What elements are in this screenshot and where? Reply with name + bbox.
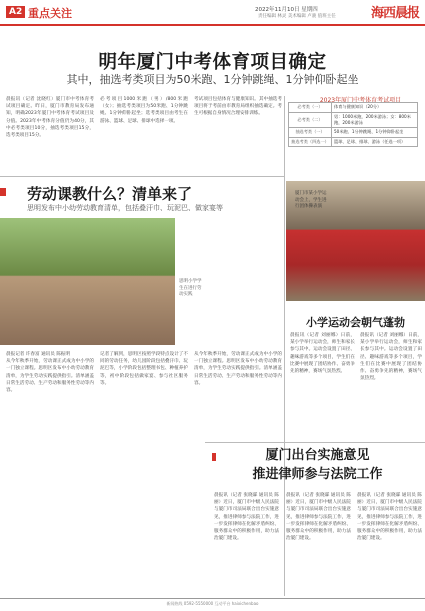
table-cell: 篮球、足球、排球、游泳（任选一项） <box>332 137 418 147</box>
labor-body-1: 从今年秋季开始，劳动课正式成为中小学的一门独立课程。思明区发布中小幼劳动教育清单，为学生劳动实践提供指引。清单涵盖日常生活劳动、生产劳动和服务性劳动等内容。 <box>6 359 94 394</box>
issue-date: 2022年11月10日 星期四 <box>255 7 318 13</box>
table-cell: 体育与健康知识（20分） <box>332 103 418 113</box>
table-cell: 50米跑、1分钟跳绳、1分钟仰卧起坐 <box>332 128 418 138</box>
page-number: A2 <box>6 6 25 18</box>
section-title: 重点关注 <box>28 7 72 20</box>
divider <box>0 176 284 177</box>
labor-column-2: 记者了解到，思明区按照学段特点设计了不同的劳动任务，幼儿园阶段包括叠汗巾、玩泥巴等，小学阶段包括整理书包、种植养护等，初中阶段包括做家宴、参与社区服务等。 <box>100 352 188 386</box>
labor-column-3: 从今年秋季开始，劳动课正式成为中小学的一门独立课程。思明区发布中小幼劳动教育清单，为学生劳动实践提供指引。清单涵盖日常生活劳动、生产劳动和服务性劳动等内容。 <box>194 352 282 386</box>
labor-photo-caption: 思明小学学生在进行劳动实践 <box>179 279 202 297</box>
table-cell: 抽选考类（四选一） <box>289 137 332 147</box>
court-headline-text: 厦门出台实施意见 推进律师参与法院工作 <box>252 448 383 482</box>
lead-column-2: 必考项目1000米跑（男）/800米跑（女）；抽选考类项目为50米跑、1分钟跳绳、1分钟仰卧起坐；选考类项目由考生在游泳、篮球、足球、排球中选择一项。 <box>100 97 188 124</box>
divider <box>205 442 425 443</box>
court-column-2: 晨报讯（记者 张晓霖 通讯员 陈丽）近日，厦门市中级人民法院与厦门市司法局联合出台实施意见，推进律师参与法院工作，进一步发挥律师在化解矛盾纠纷、服务群众中的积极作用，助力法治厦门建设。 <box>286 493 351 542</box>
sports-headline: 小学运动会朝气蓬勃 <box>306 316 405 329</box>
sports-column-2: 晨报讯（记者 刘丽娜）日前，某小学举行运动会，师生和家长参与其中。运动会设置了田径、趣味游戏等多个项目，学生们在比赛中展现了团结协作、奋勇争先的精神，赛场气氛热烈。 <box>360 333 422 382</box>
table-row <box>289 112 418 128</box>
lead-headline: 明年厦门中考体育项目确定 <box>98 52 327 73</box>
divider <box>284 96 285 596</box>
labor-headline: 劳动课教什么？清单来了 <box>27 185 193 203</box>
lead-column-1: 晨报讯（记者 沈晓红）厦门市中考体育考试项目确定。昨日，厦门市教育局发布通知，明确2023年厦门中考体育考试项目及分值。2023年中考体育分值仍为40分，其中必考类项目10分，抽选考类项目15分，选考类项目15分。 <box>6 97 94 139</box>
table-row <box>289 103 418 113</box>
editor-credits: 责任编辑 林灵 美术编辑 卢骏 值班主任 <box>258 14 336 19</box>
section-marker <box>0 188 6 196</box>
table-row <box>289 137 418 147</box>
labor-column-1 <box>6 351 94 596</box>
court-column-1: 晨报讯（记者 张晓霖 通讯员 陈丽）近日，厦门市中级人民法院与厦门市司法局联合出台实施意见，推进律师参与法院工作，进一步发挥律师在化解矛盾纠纷、服务群众中的积极作用，助力法治厦门建设。 <box>214 493 279 542</box>
table-cell: 男：1000米跑，200米游泳；女：800米跑，200米游泳 <box>332 112 418 128</box>
footer-info: 新闻热线 0592-5550000 互动平台 haixichenbao <box>166 601 259 606</box>
lead-subhead: 其中，抽选考类项目为50米跑、1分钟跳绳、1分钟仰卧起坐 <box>66 73 359 86</box>
table-cell: 必考类（二） <box>289 112 332 128</box>
lead-column-3: 考试项目包括体育与健康知识。其中抽选考项目将于考前由市教育局组织抽选确定。考生可根据自身情况合理安排训练。 <box>194 97 282 117</box>
header-rule <box>0 24 425 26</box>
schedule-table <box>288 102 418 147</box>
sports-column-1: 晨报讯（记者 刘丽娜）日前，某小学举行运动会，师生和家长参与其中。运动会设置了田径、趣味游戏等多个项目，学生们在比赛中展现了团结协作、奋勇争先的精神，赛场气氛热烈。 <box>290 333 355 375</box>
footer-rule <box>0 598 425 599</box>
table-row <box>289 128 418 138</box>
labor-photo <box>0 218 175 345</box>
court-headline <box>210 446 425 484</box>
schedule-title: 2023年厦门中考体育考试项目 <box>319 97 402 104</box>
table-cell: 抽选考类（一） <box>289 128 332 138</box>
table-cell: 必考类（一） <box>289 103 332 113</box>
court-column-3: 晨报讯（记者 张晓霖 通讯员 陈丽）近日，厦门市中级人民法院与厦门市司法局联合出台实施意见，推进律师参与法院工作，进一步发挥律师在化解矛盾纠纷、服务群众中的积极作用，助力法治厦门建设。 <box>357 493 422 542</box>
masthead-logo: 海西晨报 <box>371 6 420 21</box>
labor-subhead: 思明发布中小幼劳动教育清单，包括叠汗巾、玩泥巴、做家宴等 <box>27 204 223 212</box>
byline: 晨报记者 许春富 通讯员 陈振明 <box>6 352 71 357</box>
sports-photo-caption: 厦门市某小学运动会上，学生进行团体操表演 <box>295 191 327 209</box>
